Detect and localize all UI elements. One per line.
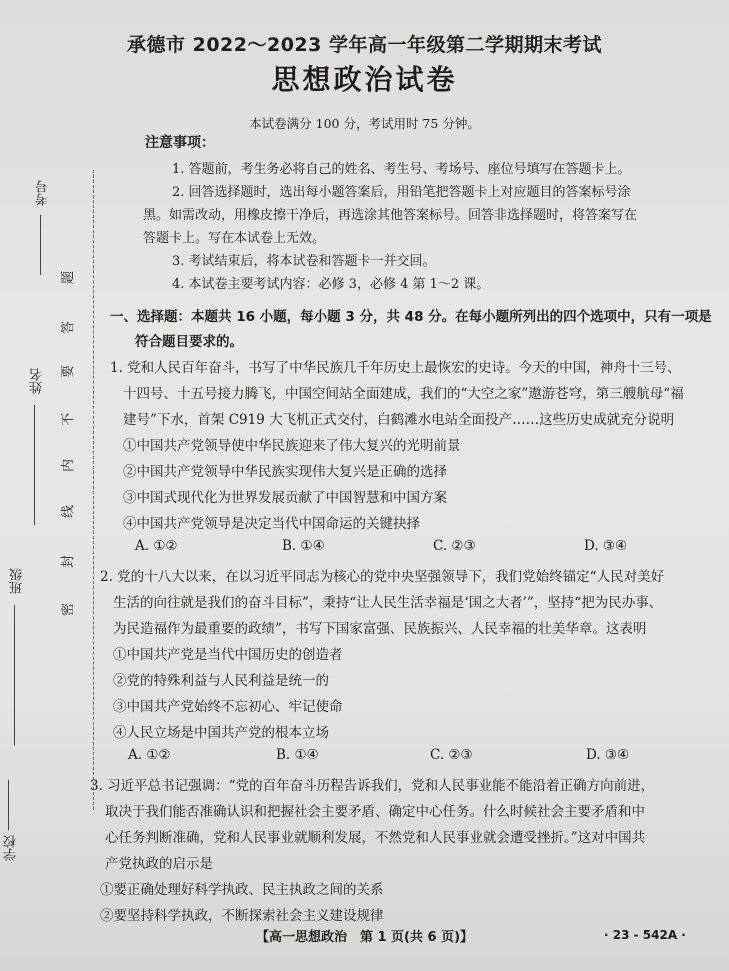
q2-item: ③中国共产党始终不忘初心、牢记使命 (113, 699, 343, 715)
q2-item: ②党的特殊利益与人民利益是统一的 (113, 673, 329, 689)
paper-subject-title: 思想政治试卷 (271, 63, 458, 96)
page-footer: 【高一思想政治 第 1 页(共 6 页)】 (255, 930, 474, 945)
q1-item: ①中国共产党领导使中华民族迎来了伟大复兴的光明前景 (123, 438, 461, 454)
q2-stem: 生活的向往就是我们的奋斗目标”，秉持“让人民生活幸福是‘国之大者’”，坚持“把为民办事、 (113, 595, 663, 611)
notes-line: 1. 答题前，考生务必将自己的姓名、考生号、考场号、座位号填写在答题卡上。 (172, 162, 631, 177)
q3-stem: 产党执政的启示是 (105, 856, 213, 872)
q2-option-a: A. ①② (128, 747, 171, 763)
seal-char: 封 (61, 554, 77, 569)
notes-line: 黑。如需改动，用橡皮擦干净后，再选涂其他答案标号。回答非选择题时，将答案写在 (143, 208, 638, 223)
seal-char: 答 (61, 320, 77, 335)
seal-char: 要 (61, 364, 77, 379)
class-blank (14, 605, 15, 745)
q3-item: ②要坚持科学执政，不断探索社会主义建设规律 (100, 908, 384, 924)
section-heading-cont: 符合题目要求的。 (135, 334, 243, 350)
seal-char: 不 (61, 412, 77, 427)
notes-heading: 注意事项： (145, 135, 215, 151)
q2-stem: 为民造福作为最重要的政绩”，书写下国家富强、民族振兴、人民幸福的壮美华章。这表明 (113, 621, 647, 637)
seal-char: 题 (61, 270, 77, 285)
q1-option-b: B. ①④ (282, 538, 325, 554)
seal-char: 内 (61, 458, 77, 473)
seal-char: 密 (61, 602, 77, 617)
q1-stem: 十四号、十五号接力腾飞，中国空间站全面建成，我们的“大空之家”遨游苍穹，第三艘航母“福 (123, 386, 684, 402)
q2-item: ④人民立场是中国共产党的根本立场 (113, 725, 329, 741)
exam-no-label: 考号 (36, 180, 51, 206)
class-label: 班级 (10, 568, 25, 594)
name-blank (34, 405, 35, 525)
name-label: 姓名 (30, 368, 45, 394)
seal-line (93, 170, 94, 810)
paper-code: · 23 - 542A · (604, 928, 686, 942)
q1-item: ②中国共产党领导中华民族实现伟大复兴是正确的选择 (123, 464, 447, 480)
section-heading: 一、选择题：本题共 16 小题，每小题 3 分，共 48 分。在每小题所列出的四个选项中，只有一项是 (110, 309, 712, 325)
q2-option-c: C. ②③ (430, 747, 473, 763)
exam-title: 承德市 2022～2023 学年高一年级第二学期期末考试 (127, 34, 602, 56)
school-label: 学校 (4, 835, 19, 861)
notes-line: 答题卡上。写在本试卷上无效。 (143, 231, 326, 246)
q3-stem: 取决于我们能否准确认识和把握社会主要矛盾、确定中心任务。什么时候社会主要矛盾和中 (105, 804, 645, 820)
q1-item: ④中国共产党领导是决定当代中国命运的关键抉择 (123, 516, 420, 532)
q1-item: ③中国式现代化为世界发展贡献了中国智慧和中国方案 (123, 490, 447, 506)
exam-no-blank (40, 215, 41, 275)
q2-stem: 2. 党的十八大以来，在以习近平同志为核心的党中央坚强领导下，我们党始终锚定“人民对美好 (100, 569, 665, 585)
q3-item: ①要正确处理好科学执政、民主执政之间的关系 (100, 882, 384, 898)
seal-char: 线 (61, 504, 77, 519)
notes-line: 2. 回答选择题时，选出每小题答案后，用铅笔把答题卡上对应题目的答案标号涂 (172, 185, 631, 200)
notes-line: 4. 本试卷主要考试内容：必修 3，必修 4 第 1～2 课。 (172, 277, 490, 292)
school-blank (8, 780, 9, 830)
q3-stem: 心任务判断准确，党和人民事业就顺利发展，不然党和人民事业就会遭受挫折。”这对中国共 (105, 830, 646, 846)
q1-stem: 建号”下水，首架 C919 大飞机正式交付，白鹤滩水电站全面投产……这些历史成就充分说明 (123, 412, 675, 428)
q2-item: ①中国共产党是当代中国历史的创造者 (113, 647, 343, 663)
q3-stem: 3. 习近平总书记强调：“党的百年奋斗历程告诉我们，党和人民事业能不能沿着正确方向前进， (90, 778, 655, 794)
q1-option-a: A. ①② (135, 538, 178, 554)
q2-option-b: B. ①④ (276, 747, 319, 763)
exam-info: 本试卷满分 100 分，考试用时 75 分钟。 (249, 116, 480, 131)
q2-option-d: D. ③④ (586, 747, 630, 763)
q1-option-c: C. ②③ (433, 538, 476, 554)
q1-option-d: D. ③④ (584, 538, 628, 554)
q1-stem: 1. 党和人民百年奋斗，书写了中华民族几千年历史上最恢宏的史诗。今天的中国，神舟十三号、 (110, 360, 681, 376)
notes-line: 3. 考试结束后，将本试卷和答题卡一并交回。 (172, 254, 436, 269)
